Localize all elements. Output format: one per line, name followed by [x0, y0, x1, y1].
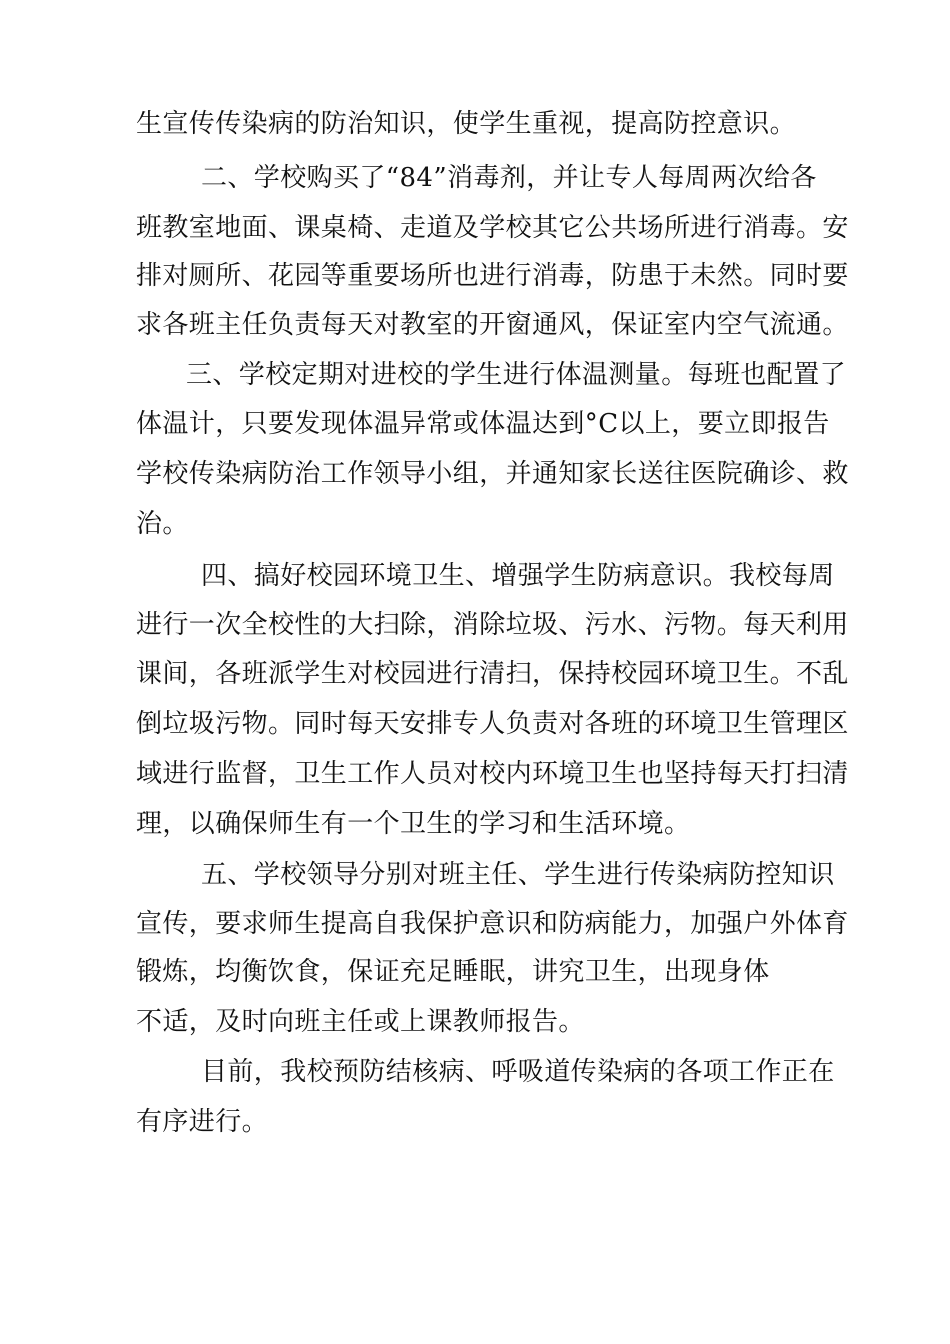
text-line: 体温计，只要发现体温异常或体温达到°C以上，要立即报告 — [136, 409, 830, 439]
text-line: 宣传，要求师生提高自我保护意识和防病能力，加强户外体育 — [136, 909, 849, 939]
text-line: 四、搞好校园环境卫生、增强学生防病意识。我校每周 — [201, 561, 835, 591]
text-line: 治。 — [136, 509, 189, 539]
text-line: 理，以确保师生有一个卫生的学习和生活环境。 — [136, 809, 691, 839]
text-line: 课间，各班派学生对校园进行清扫，保持校园环境卫生。不乱 — [136, 659, 849, 689]
text-line: 锻炼，均衡饮食，保证充足睡眠，讲究卫生，出现身体 — [136, 957, 770, 987]
text-line: 生宣传传染病的防治知识，使学生重视，提高防控意识。 — [136, 109, 797, 139]
text-line: 倒垃圾污物。同时每天安排专人负责对各班的环境卫生管理区 — [136, 709, 849, 739]
text-line: 有序进行。 — [136, 1107, 269, 1137]
text-line: 班教室地面、课桌椅、走道及学校其它公共场所进行消毒。安 — [136, 213, 849, 243]
text-line: 排对厕所、花园等重要场所也进行消毒，防患于未然。同时要 — [136, 261, 849, 291]
text-line: 二、学校购买了“84”消毒剂，并让专人每周两次给各 — [201, 163, 817, 193]
text-line: 求各班主任负责每天对教室的开窗通风，保证室内空气流通。 — [136, 310, 849, 340]
text-line: 五、学校领导分别对班主任、学生进行传染病防控知识 — [201, 860, 835, 890]
text-line: 不适，及时向班主任或上课教师报告。 — [136, 1007, 585, 1037]
text-line: 进行一次全校性的大扫除，消除垃圾、污水、污物。每天利用 — [136, 610, 849, 640]
text-line: 目前，我校预防结核病、呼吸道传染病的各项工作正在 — [201, 1057, 835, 1087]
text-line: 三、学校定期对进校的学生进行体温测量。每班也配置了 — [186, 360, 847, 390]
text-line: 域进行监督，卫生工作人员对校内环境卫生也坚持每天打扫清 — [136, 759, 849, 789]
text-line: 学校传染病防治工作领导小组，并通知家长送往医院确诊、救 — [136, 459, 849, 489]
